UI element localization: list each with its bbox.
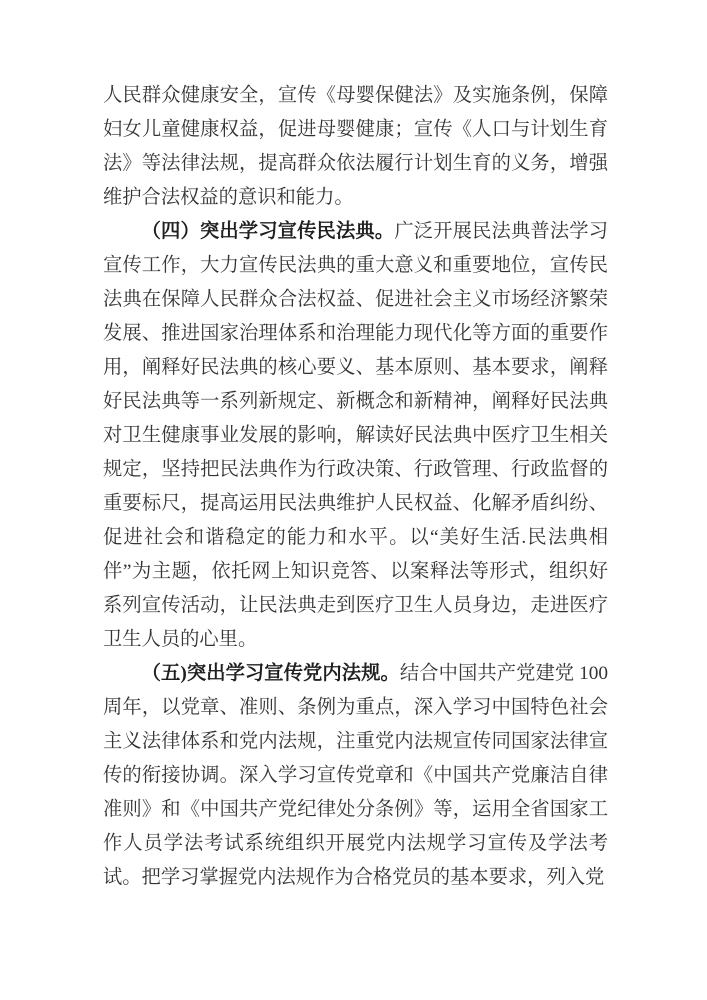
- paragraph: [103, 657, 608, 895]
- paragraph: [103, 215, 608, 657]
- document-body: [103, 79, 608, 895]
- body-text-run: 人民群众健康安全，宣传《母婴保健法》及实施条例，保障妇女儿童健康权益，促进母婴健康；宣传《人口与计划生育法》等法律法规，提高群众依法履行计划生育的义务，增强维护合法权益的意识和能力。: [103, 85, 608, 208]
- section-heading-run: （五)突出学习宣传党内法规。: [141, 663, 400, 684]
- body-text-run: 结合中国共产党建党 100 周年，以党章、准则、条例为重点，深入学习中国特色社会主义法律体系和党内法规，注重党内法规宣传同国家法律宣传的衔接协调。深入学习宣传党章和《中国共产党廉洁自律准则》和《中国共产党纪律处分条例》等，运用全省国家工作人员学法考试系统组织开展党内法规学习宣传及学法考试。把学习掌握党内法规作为合格党员的基本要求，列入党: [103, 663, 609, 888]
- paragraph: [103, 79, 608, 215]
- section-heading-run: （四）突出学习宣传民法典。: [141, 221, 395, 242]
- body-text-run: 广泛开展民法典普法学习宣传工作，大力宣传民法典的重大意义和重要地位，宣传民法典在保障人民群众合法权益、促进社会主义市场经济繁荣发展、推进国家治理体系和治理能力现代化等方面的重要作用，阐释好民法典的核心要义、基本原则、基本要求，阐释好民法典等一系列新规定、新概念和新精神，阐释好民法典对卫生健康事业发展的影响，解读好民法典中医疗卫生相关规定，坚持把民法典作为行政决策、行政管理、行政监督的重要标尺，提高运用民法典维护人民权益、化解矛盾纠纷、促进社会和谐稳定的能力和水平。以“美好生活.民法典相伴”为主题，依托网上知识竞答、以案释法等形式，组织好系列宣传活动，让民法典走到医疗卫生人员身边，走进医疗卫生人员的心里。: [103, 221, 609, 650]
